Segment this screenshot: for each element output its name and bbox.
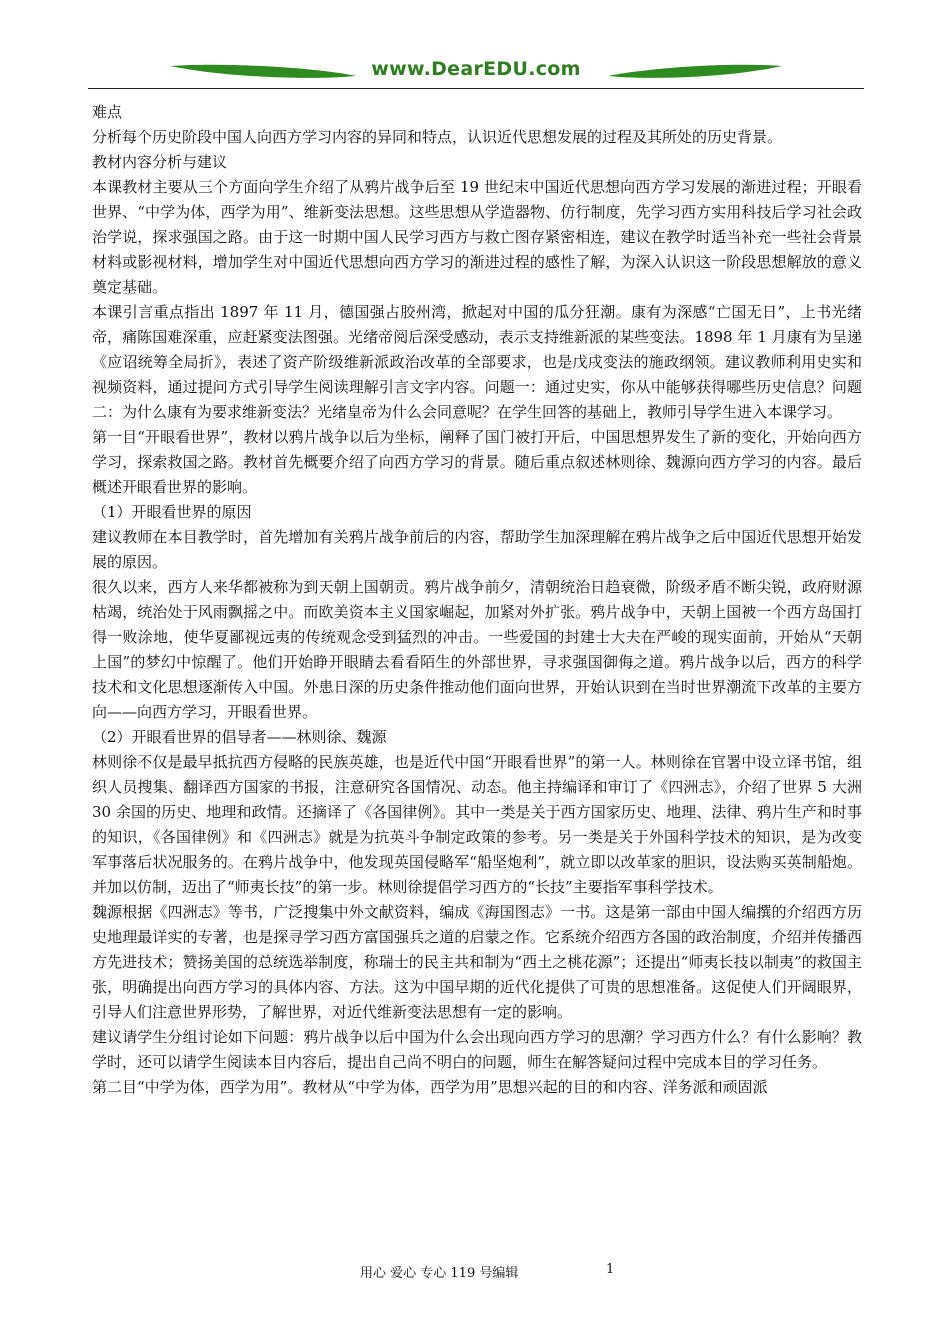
body-paragraph: 建议请学生分组讨论如下问题：鸦片战争以后中国为什么会出现向西方学习的思潮？学习西方什么？有什么影响？教学时，还可以请学生阅读本目内容后，提出自己尚不明白的问题，师生在解答疑问过程中完成本目的学习任务。: [92, 1028, 862, 1071]
body-paragraph: 第二目“中学为体，西学为用”。教材从“中学为体，西学为用”思想兴起的目的和内容、洋务派和顽固派: [92, 1078, 768, 1096]
site-logo-text: www.DearEDU.com: [371, 58, 581, 80]
section-heading: 难点: [92, 103, 123, 121]
page-footer: [0, 1262, 950, 1282]
page-header: [88, 56, 864, 92]
section-heading: （2）开眼看世界的倡导者——林则徐、魏源: [92, 728, 387, 746]
body-paragraph: 本课引言重点指出 1897 年 11 月，德国强占胶州湾，掀起对中国的瓜分狂潮。康有为深感“亡国无日”，上书光绪帝，痛陈国难深重，应赶紧变法图强。光绪帝阅后深受感动，表示支持维新派的某些变法。1898 年 1 月康有为呈递《应诏统筹全局折》，表述了资产阶级维新派政治改革的全部要求，也是戊戌变法的施政纲领。建议教师利用史实和视频资料，通过提问方式引导学生阅读理解引言文字内容。问题一：通过史实，你从中能够获得哪些历史信息？问题二：为什么康有为要求维新变法？光绪皇帝为什么会同意呢？在学生回答的基础上，教师引导学生进入本课学习。: [92, 303, 862, 421]
header-divider: [88, 88, 864, 89]
body-paragraph: 分析每个历史阶段中国人向西方学习内容的异同和特点，认识近代思想发展的过程及其所处的历史背景。: [92, 128, 783, 146]
body-paragraph: 林则徐不仅是最早抵抗西方侵略的民族英雄，也是近代中国“开眼看世界”的第一人。林则徐在官署中设立译书馆，组织人员搜集、翻译西方国家的书报，注意研究各国情况、动态。他主持编译和审订了《四洲志》，介绍了世界 5 大洲 30 余国的历史、地理和政情。还摘译了《各国律例》。其中一类是关于西方国家历史、地理、法律、鸦片生产和时事的知识，《各国律例》和《四洲志》就是为抗英斗争制定政策的参考。另一类是关于外国科学技术的知识，是为改变军事落后状况服务的。在鸦片战争中，他发现英国侵略军“船坚炮利”，就立即以改革家的胆识，设法购买英制船炮。并加以仿制，迈出了“师夷长技”的第一步。林则徐提倡学习西方的“长技”主要指军事科学技术。: [92, 753, 862, 896]
section-heading: （1）开眼看世界的原因: [92, 503, 252, 521]
body-paragraph: 本课教材主要从三个方面向学生介绍了从鸦片战争后至 19 世纪末中国近代思想向西方学习发展的渐进过程；开眼看世界、“中学为体，西学为用”、维新变法思想。这些思想从学造器物、仿行制度，先学习西方实用科技后学习社会政治学说，探求强国之路。由于这一时期中国人民学习西方与救亡图存紧密相连，建议在教学时适当补充一些社会背景材料或影视材料，增加学生对中国近代思想向西方学习的渐进过程的感性了解，为深入认识这一阶段思想解放的意义奠定基础。: [92, 178, 862, 296]
body-paragraph: 魏源根据《四洲志》等书，广泛搜集中外文献资料，编成《海国图志》一书。这是第一部由中国人编撰的介绍西方历史地理最详实的专著，也是探寻学习西方富国强兵之道的启蒙之作。它系统介绍西方各国的政治制度，介绍并传播西方先进技术；赞扬美国的总统选举制度，称瑞士的民主共和制为“西土之桃花源”；还提出“师夷长技以制夷”的救国主张，明确提出向西方学习的具体内容、方法。这为中国早期的近代化提供了可贵的思想准备。这促使人们开阔眼界，引导人们注意世界形势，了解世界，对近代维新变法思想有一定的影响。: [92, 903, 862, 1021]
section-heading: 教材内容分析与建议: [92, 153, 228, 171]
body-paragraph: 第一目“开眼看世界”，教材以鸦片战争以后为坐标，阐释了国门被打开后，中国思想界发生了新的变化，开始向西方学习，探索救国之路。教材首先概要介绍了向西方学习的背景。随后重点叙述林则徐、魏源向西方学习的内容。最后概述开眼看世界的影响。: [92, 428, 862, 496]
document-body: [92, 100, 862, 1100]
body-paragraph: 建议教师在本目教学时，首先增加有关鸦片战争前后的内容，帮助学生加深理解在鸦片战争之后中国近代思想开始发展的原因。: [92, 528, 862, 571]
footer-text: 用心 爱心 专心 119 号编辑: [360, 1266, 519, 1281]
page-number: 1: [606, 1262, 615, 1277]
body-paragraph: 很久以来，西方人来华都被称为到天朝上国朝贡。鸦片战争前夕，清朝统治日趋衰微，阶级矛盾不断尖锐，政府财源枯竭，统治处于风雨飘摇之中。而欧美资本主义国家崛起，加紧对外扩张。鸦片战争中，天朝上国被一个西方岛国打得一败涂地，使华夏鄙视远夷的传统观念受到猛烈的冲击。一些爱国的封建士大夫在严峻的现实面前，开始从“天朝上国”的梦幻中惊醒了。他们开始睁开眼睛去看看陌生的外部世界，寻求强国御侮之道。鸦片战争以后，西方的科学技术和文化思想逐渐传入中国。外患日深的历史条件推动他们面向世界，开始认识到在当时世界潮流下改革的主要方向——向西方学习，开眼看世界。: [92, 578, 862, 721]
